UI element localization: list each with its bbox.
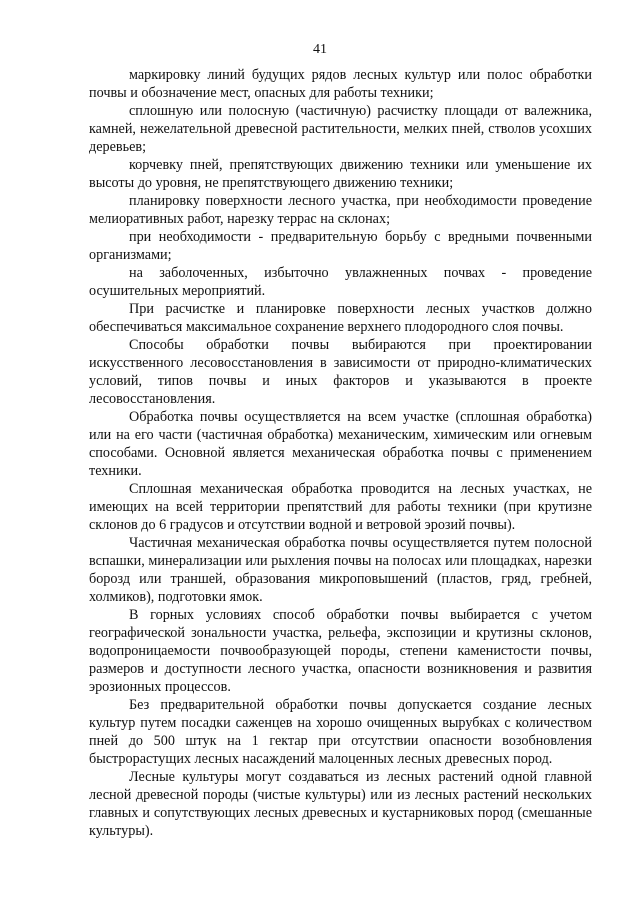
paragraph: сплошную или полосную (частичную) расчистку площади от валежника, камней, нежелательной древесной растительности, мелких пней, стволов усохших деревьев; — [89, 103, 592, 155]
paragraph: Без предварительной обработки почвы допускается создание лесных культур путем посадки саженцев на хорошо очищенных вырубках с количеством пней до 500 штук на 1 гектар при отсутствии опасности возобновления быстрорастущих лесных насаждений малоценных лесных древесных пород. — [89, 697, 592, 767]
paragraph: при необходимости - предварительную борьбу с вредными почвенными организмами; — [89, 229, 592, 263]
paragraph: корчевку пней, препятствующих движению техники или уменьшение их высоты до уровня, не препятствующего движению техники; — [89, 157, 592, 191]
paragraph: Сплошная механическая обработка проводится на лесных участках, не имеющих на всей территории препятствий для работы техники (при крутизне склонов до 6 градусов и отсутствии водной и ветровой эрозий почвы). — [89, 481, 592, 533]
paragraph: При расчистке и планировке поверхности лесных участков должно обеспечиваться максимальное сохранение верхнего плодородного слоя почвы. — [89, 301, 592, 335]
page-number: 41 — [313, 42, 327, 57]
paragraph: планировку поверхности лесного участка, при необходимости проведение мелиоративных работ, нарезку террас на склонах; — [89, 193, 592, 227]
paragraph: Способы обработки почвы выбираются при проектировании искусственного лесовосстановления в зависимости от природно-климатических условий, типов почвы и иных факторов и указываются в проекте лесовосстановления. — [89, 337, 592, 407]
paragraph: Лесные культуры могут создаваться из лесных растений одной главной лесной древесной породы (чистые культуры) или из лесных растений нескольких главных и сопутствующих лесных древесных и кустарниковых пород (смешанные культуры). — [89, 769, 592, 839]
paragraph: Частичная механическая обработка почвы осуществляется путем полосной вспашки, минерализации или рыхления почвы на полосах или площадках, нарезки борозд или траншей, образования микроповышений (пластов, гряд, гребней, холмиков), подготовки ямок. — [89, 535, 592, 605]
paragraph: В горных условиях способ обработки почвы выбирается с учетом географической зональности участка, рельефа, экспозиции и крутизны склонов, водопроницаемости почвообразующей породы, степени каменистости почвы, размеров и доступности лесного участка, опасности возникновения и развития эрозионных процессов. — [89, 607, 592, 695]
paragraph: на заболоченных, избыточно увлажненных почвах - проведение осушительных мероприятий. — [89, 265, 592, 299]
document-body — [89, 66, 592, 840]
paragraph: маркировку линий будущих рядов лесных культур или полос обработки почвы и обозначение мест, опасных для работы техники; — [89, 67, 592, 101]
paragraph: Обработка почвы осуществляется на всем участке (сплошная обработка) или на его части (частичная обработка) механическим, химическим или огневым способами. Основной является механическая обработка почвы с применением техники. — [89, 409, 592, 479]
